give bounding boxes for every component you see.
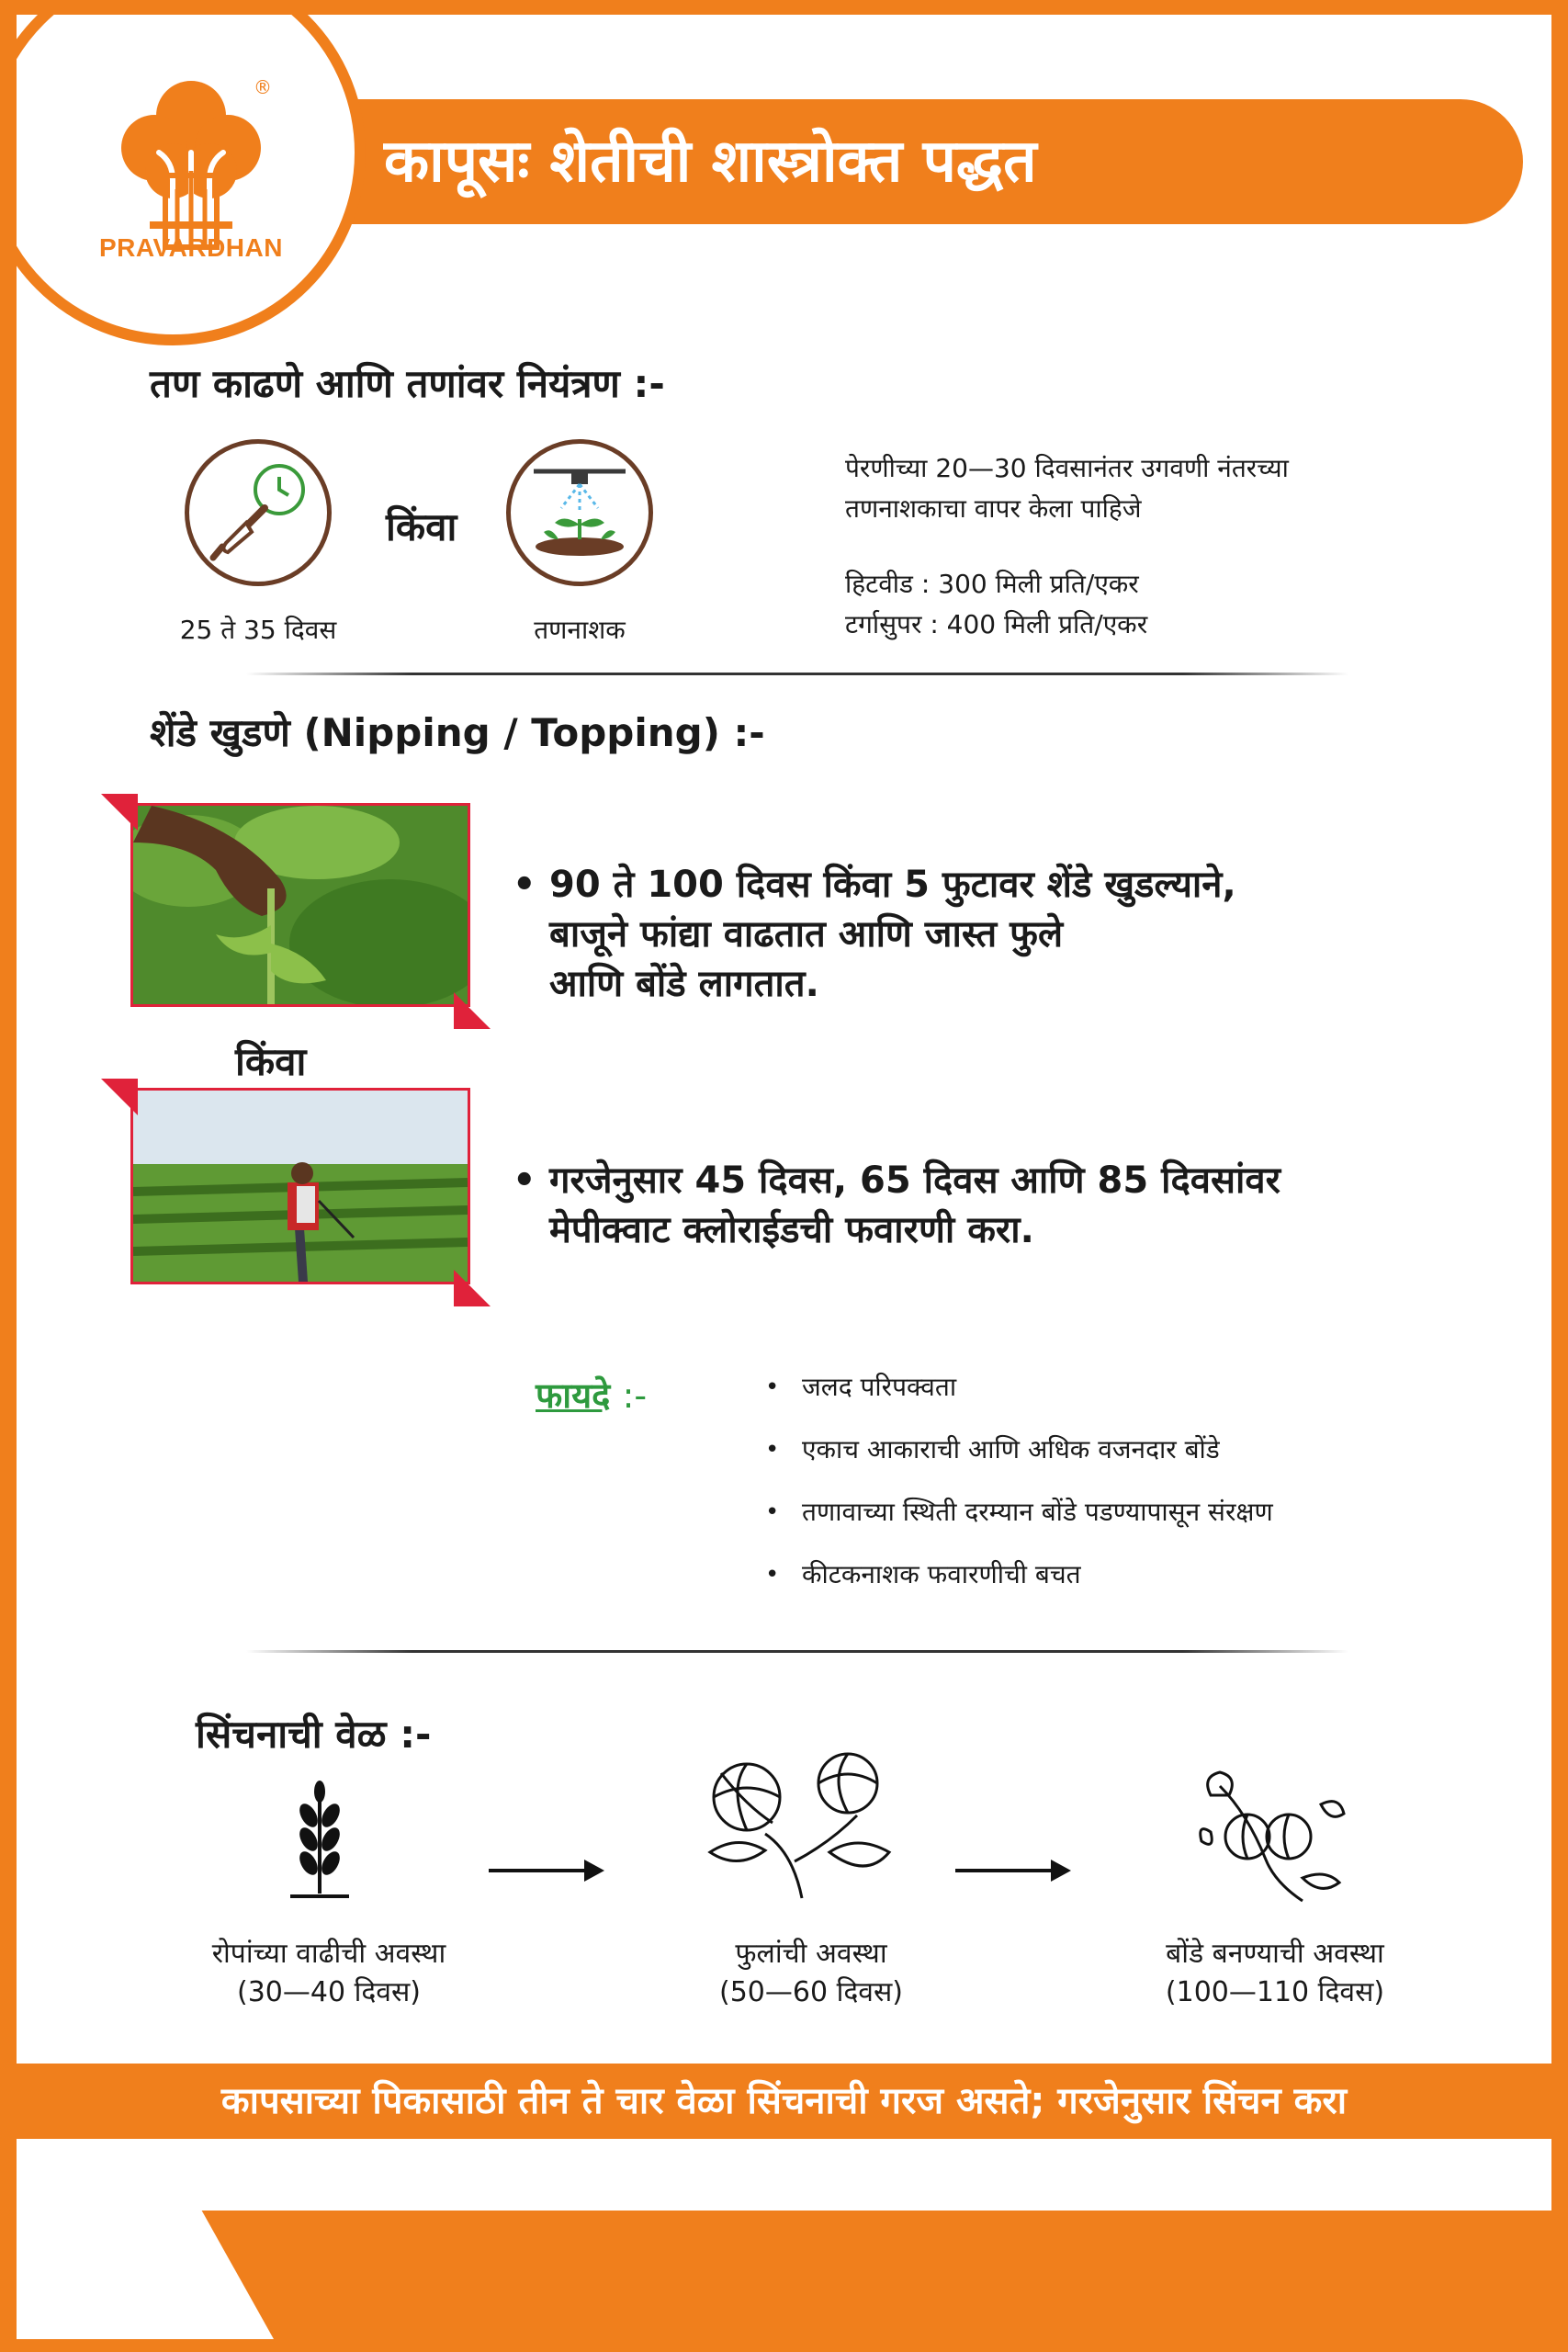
bullet-dot-icon: • <box>765 1374 780 1401</box>
herbicide-caption: तणनाशक <box>534 615 626 645</box>
boll-stage-icon <box>1192 1768 1348 1905</box>
page-title: कापूसः शेतीची शास्त्रोक्त पद्धत <box>384 128 1037 196</box>
bullet-dot-icon: • <box>765 1498 780 1526</box>
nipping-bullet-2-line1: गरजेनुसार 45 दिवस, 65 दिवस आणि 85 दिवसांवर <box>549 1159 1280 1202</box>
photo-corner-accent-2 <box>454 992 491 1029</box>
benefits-list <box>765 1356 1273 1606</box>
nipping-bullet-2 <box>513 1156 1505 1255</box>
manual-weeding-caption: 25 ते 35 दिवस <box>179 615 337 645</box>
list-item: • कीटकनाशक फवारणीची बचत <box>765 1544 1273 1606</box>
targasuper-dose: टर्गासुपर : 400 मिली प्रति/एकर <box>845 609 1148 639</box>
footer-text: कापसाच्या पिकासाठी तीन ते चार वेळा सिंचनाची गरज असते; गरजेनुसार सिंचन करा <box>220 2080 1348 2122</box>
herbicide-timing-line1: पेरणीच्या 20—30 दिवसानंतर उगवणी नंतरच्या <box>845 453 1289 483</box>
arrow-2-icon <box>955 1869 1058 1872</box>
seedling-stage-icon <box>283 1779 356 1912</box>
irrigation-heading: सिंचनाची वेळ :- <box>196 1712 432 1757</box>
weed-control-heading: तण काढणे आणि तणांवर नियंत्रण :- <box>150 361 665 406</box>
nipping-bullet-1 <box>513 860 1468 1009</box>
bullet-dot-icon: • <box>513 1159 536 1202</box>
photo-corner-accent-4 <box>454 1270 491 1306</box>
bullet-dot-icon: • <box>765 1436 780 1464</box>
flower-stage-icon <box>692 1742 912 1903</box>
nipping-hand-photo <box>130 803 470 1007</box>
photo-corner-accent-1 <box>101 794 138 831</box>
nipping-bullet-1-line3: आणि बोंडे लागतात. <box>549 963 819 1005</box>
flower-stage-caption <box>641 1935 981 2012</box>
flower-stage-days: (50—60 दिवस) <box>719 1976 903 2008</box>
spraying-field-photo <box>130 1088 470 1284</box>
nipping-bullet-1-line2: बाजूने फांद्या वाढतात आणि जास्त फुले <box>549 913 1064 956</box>
list-item: • तणावाच्या स्थिती दरम्यान बोंडे पडण्यापासून संरक्षण <box>765 1481 1273 1544</box>
footer-white-band <box>17 2139 1551 2211</box>
flower-stage-label: फुलांची अवस्था <box>735 1938 887 1970</box>
or-label-nipping: किंवा <box>235 1039 307 1084</box>
benefits-heading <box>536 1371 647 1419</box>
registered-mark: ® <box>254 76 272 98</box>
brand-name: PRAVARDHAN <box>99 233 283 262</box>
nipping-bullet-1-line1: 90 ते 100 दिवस किंवा 5 फुटावर शेंडे खुडल्याने, <box>549 864 1236 906</box>
boll-stage-days: (100—110 दिवस) <box>1165 1976 1385 2008</box>
boll-stage-label: बोंडे बनण्याची अवस्था <box>1166 1938 1384 1970</box>
arrow-1-icon <box>489 1869 592 1872</box>
seedling-stage-days: (30—40 दिवस) <box>237 1976 421 2008</box>
herbicide-timing-line2: तणनाशकाचा वापर केला पाहिजे <box>845 493 1142 524</box>
list-item: • जलद परिपक्वता <box>765 1356 1273 1419</box>
hitweed-dose: हिटवीड : 300 मिली प्रति/एकर <box>845 569 1139 599</box>
seedling-stage-caption <box>159 1935 499 2012</box>
benefits-heading-suffix: :- <box>622 1375 648 1416</box>
seedling-stage-label: रोपांच्या वाढीची अवस्था <box>211 1938 446 1970</box>
nipping-bullet-2-line2: मेपीक्वाट क्लोराईडची फवारणी करा. <box>549 1209 1034 1251</box>
bottom-white-wedge <box>17 2211 274 2339</box>
boll-stage-caption <box>1091 1935 1459 2012</box>
trowel-clock-icon <box>185 439 332 586</box>
footer-banner <box>0 2064 1568 2139</box>
poster-page <box>17 15 1551 2064</box>
title-banner <box>292 99 1523 224</box>
bullet-dot-icon: • <box>513 864 536 906</box>
nipping-heading: शेंडे खुडणे (Nipping / Topping) :- <box>150 710 765 755</box>
photo-corner-accent-3 <box>101 1079 138 1115</box>
divider-1 <box>246 673 1348 675</box>
bullet-dot-icon: • <box>765 1561 780 1589</box>
benefits-heading-text: फायदे <box>536 1375 611 1416</box>
or-label-weed: किंवा <box>386 504 457 549</box>
list-item: • एकाच आकाराची आणि अधिक वजनदार बोंडे <box>765 1419 1273 1481</box>
divider-2 <box>246 1650 1348 1653</box>
herbicide-spray-icon <box>506 439 653 586</box>
